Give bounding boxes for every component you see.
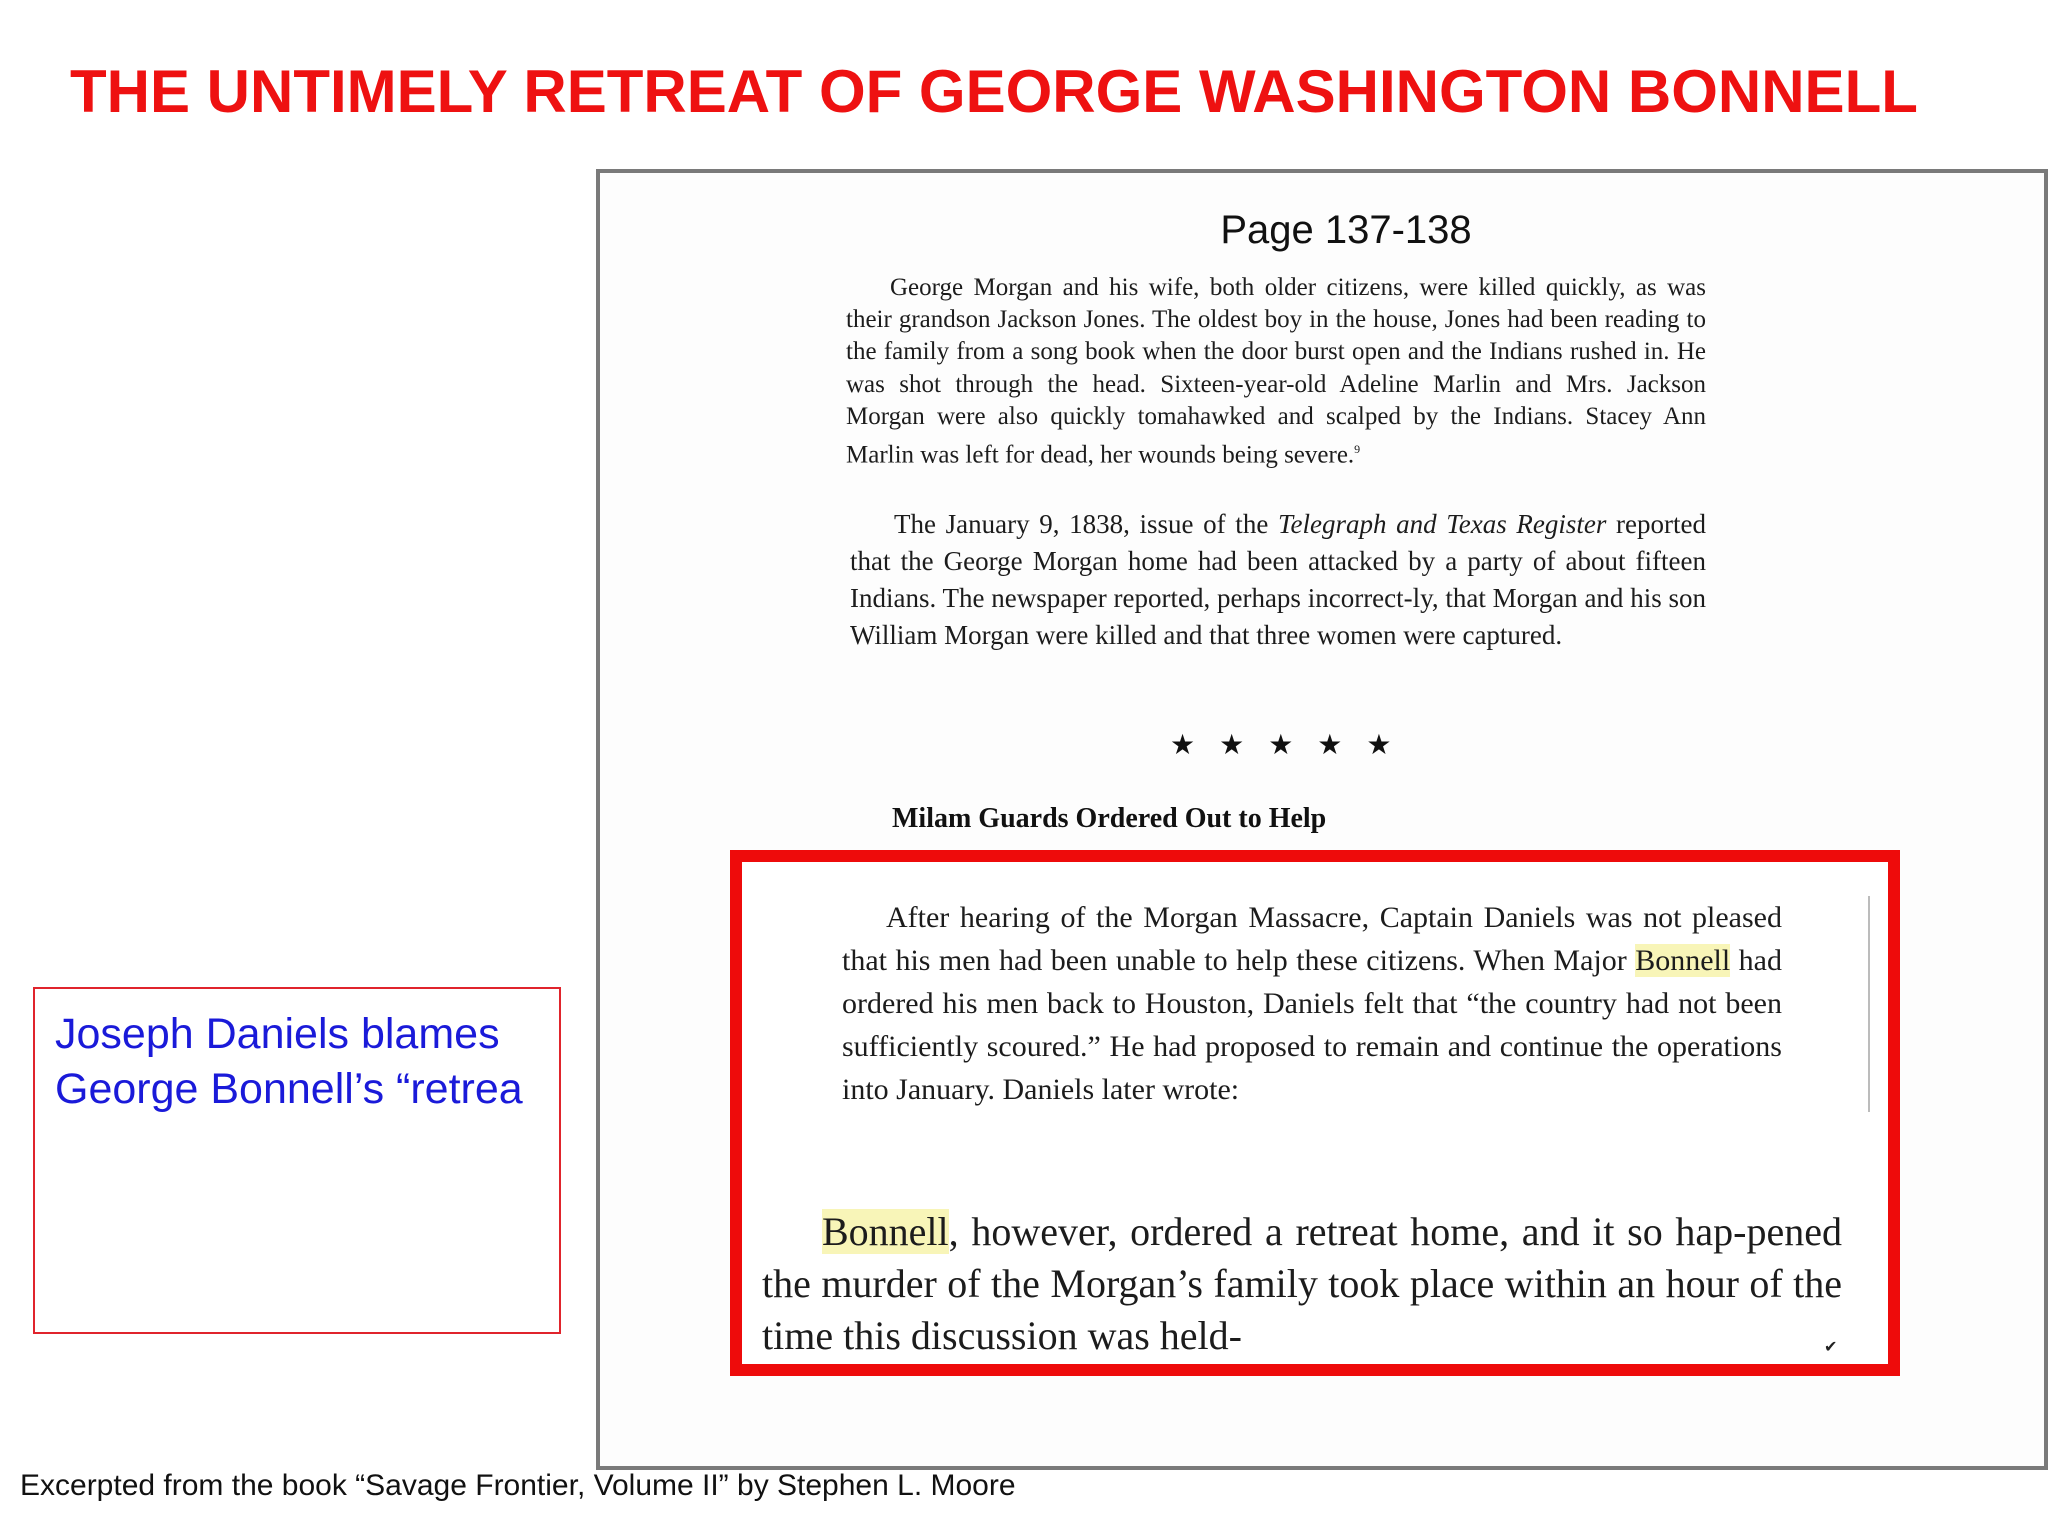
slide-title: THE UNTIMELY RETREAT OF GEORGE WASHINGTON BONNELL <box>70 58 1918 125</box>
check-mark-icon: ✔ <box>1824 1337 1838 1356</box>
paragraph-1-text: George Morgan and his wife, both older citizens, were killed quickly, as was their grandson Jackson Jones. The oldest boy in the house, Jones had been reading to the family from a song book when the door burst open and the Indians rushed in. He was shot through the head. Sixteen-year-old Adeline Marlin and Mrs. Jackson Morgan were also quickly tomahawked and scalped by the Indians. Stacey Ann Marlin was left for dead, her wounds being severe. <box>846 274 1706 469</box>
paragraph-2-text-start: The January 9, 1838, issue of the <box>894 509 1278 539</box>
callout-text <box>55 1007 561 1117</box>
excerpt-paragraph-1 <box>846 272 1706 472</box>
quote-text: , however, ordered a retreat home, and it so hap-pened the murder of the Morgan’s family took place within an hour of the time this discussion was held- <box>762 1209 1842 1358</box>
page-label: Page 137-138 <box>1220 208 1472 252</box>
highlighted-name-quote: Bonnell <box>822 1209 949 1254</box>
highlighted-name: Bonnell <box>1635 944 1731 977</box>
paragraph-2-text-end: reported that the George Morgan home had been attacked by a party of about fifteen Indians. The newspaper reported, perhaps incorrect-ly, that Morgan and his son William Morgan were killed and that three women were captured. <box>850 509 1707 650</box>
paragraph-3-text-end: had ordered his men back to Houston, Daniels felt that “the country had not been sufficiently scoured.” He had proposed to remain and continue the operations into January. Daniels later wrote: <box>842 944 1782 1106</box>
source-caption: Excerpted from the book “Savage Frontier, Volume II” by Stephen L. Moore <box>20 1469 1016 1502</box>
callout-line-2: George Bonnell’s “retrea <box>55 1065 523 1113</box>
section-break-stars: ★★★★★ <box>1170 728 1416 761</box>
margin-line <box>1868 896 1870 1112</box>
footnote-marker: 9 <box>1354 442 1361 457</box>
newspaper-title: Telegraph and Texas Register <box>1277 509 1607 539</box>
excerpt-paragraph-3 <box>842 896 1782 1111</box>
callout-box <box>33 987 561 1334</box>
excerpt-paragraph-2 <box>850 506 1706 654</box>
highlight-box <box>730 850 1900 1376</box>
quote-paragraph <box>762 1206 1842 1362</box>
section-heading: Milam Guards Ordered Out to Help <box>892 803 1327 834</box>
book-excerpt-image <box>596 169 2048 1470</box>
paragraph-3-text-start: After hearing of the Morgan Massacre, Captain Daniels was not pleased that his men had been unable to help these citizens. When Major <box>842 901 1782 977</box>
callout-line-1: Joseph Daniels blames <box>55 1010 500 1058</box>
